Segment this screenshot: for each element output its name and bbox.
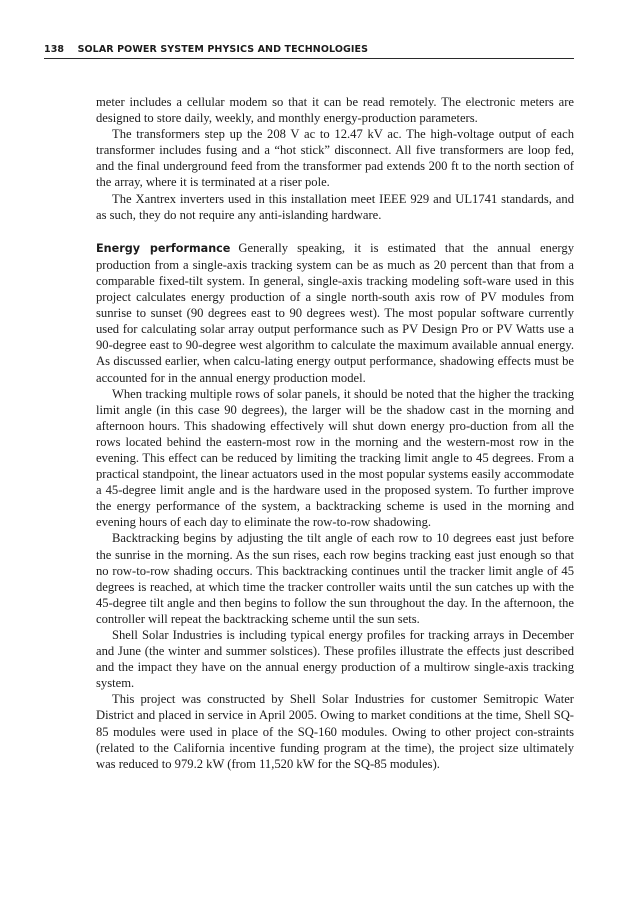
paragraph-project-construction: This project was constructed by Shell Solar Industries for customer Semitropic Water District and placed in service in April 2005. Owing to market conditions at the time, Shell SQ-85 modules were used in place of the SQ-160 modules. Owing to other project con-straints (related to the California incentive funding program at the time), the project size ultimately was reduced to 979.2 kW (from 11,520 kW for the SQ-85 modules). [96,692,574,771]
paragraph-backtracking: Backtracking begins by adjusting the tilt angle of each row to 10 degrees east just before the sunrise in the morning. As the sun rises, each row begins tracking east just enough so that no row-to-row shading occurs. This backtracking continues until the tracker limit angle of 45 degrees is reached, at which time the tracker controller waits until the sun catches up with the 45-degree tilt angle and then begins to follow the sun throughout the day. In the afternoon, the controller will repeat the backtracking scheme until the sun sets. [96,531,574,626]
header-rule [44,58,574,59]
body-text [96,94,574,772]
running-header [44,44,574,58]
paragraph-inverters: The Xantrex inverters used in this installation meet IEEE 929 and UL1741 standards, and as such, they do not require any anti-islanding hardware. [96,191,574,222]
paragraph-energy-performance [96,240,574,386]
paragraph-energy-profiles: Shell Solar Industries is including typical energy profiles for tracking arrays in December and June (the winter and summer solstices). These profiles illustrate the effects just described and the impact they have on the annual energy production of a multirow single-axis tracking system. [96,628,574,691]
paragraph-energy-performance-text: Generally speaking, it is estimated that the annual energy production from a single-axis tracking system can be as much as 20 percent than that from a comparable fixed-tilt system. In general, single-axis tracking modeling soft-ware used in this project calculates energy production of a single north-south axis row of PV modules from sunrise to sunset (90 degrees east to 90 degrees west). The most popular software currently used for calculating solar array output performance such as PV Design Pro or PV Watts use a 90-degree east to 90-degree west algorithm to calculate the maximum available annual energy. As discussed earlier, when calcu-lating energy output performance, shadowing effects must be accounted for in the annual energy production model. [96,240,574,385]
page-number: 138 [44,44,65,55]
paragraph-tracking-multiple-rows: When tracking multiple rows of solar panels, it should be noted that the higher the tracking limit angle (in this case 90 degrees), the larger will be the shadow cast in the morning and afternoon hours. This shadowing effectively will shut down energy pro-duction from all the rows located behind the eastern-most row in the morning and the western-most row in the evening. This effect can be reduced by limiting the tracking limit angle to 45 degrees. From a practical standpoint, the linear actuators used in the most popular systems easily accommodate a 45-degree limit angle and is the hardware used in the proposed system. To further improve the energy performance of the system, a backtracking scheme is used in the morning and evening hours of each day to eliminate the row-to-row shadowing. [96,386,574,530]
paragraph-meter-continuation: meter includes a cellular modem so that it can be read remotely. The electronic meters are designed to store daily, weekly, and monthly energy-production parameters. [96,95,574,126]
run-in-heading-energy-performance: Energy performance [96,241,231,255]
paragraph-transformers: The transformers step up the 208 V ac to 12.47 kV ac. The high-voltage output of each transformer includes fusing and a “hot stick” disconnect. All five transformers are loop fed, and the final underground feed from the transformer pad extends 200 ft to the north section of the array, where it is terminated at a riser pole. [96,127,574,190]
running-title: SOLAR POWER SYSTEM PHYSICS AND TECHNOLOGIES [77,44,369,55]
